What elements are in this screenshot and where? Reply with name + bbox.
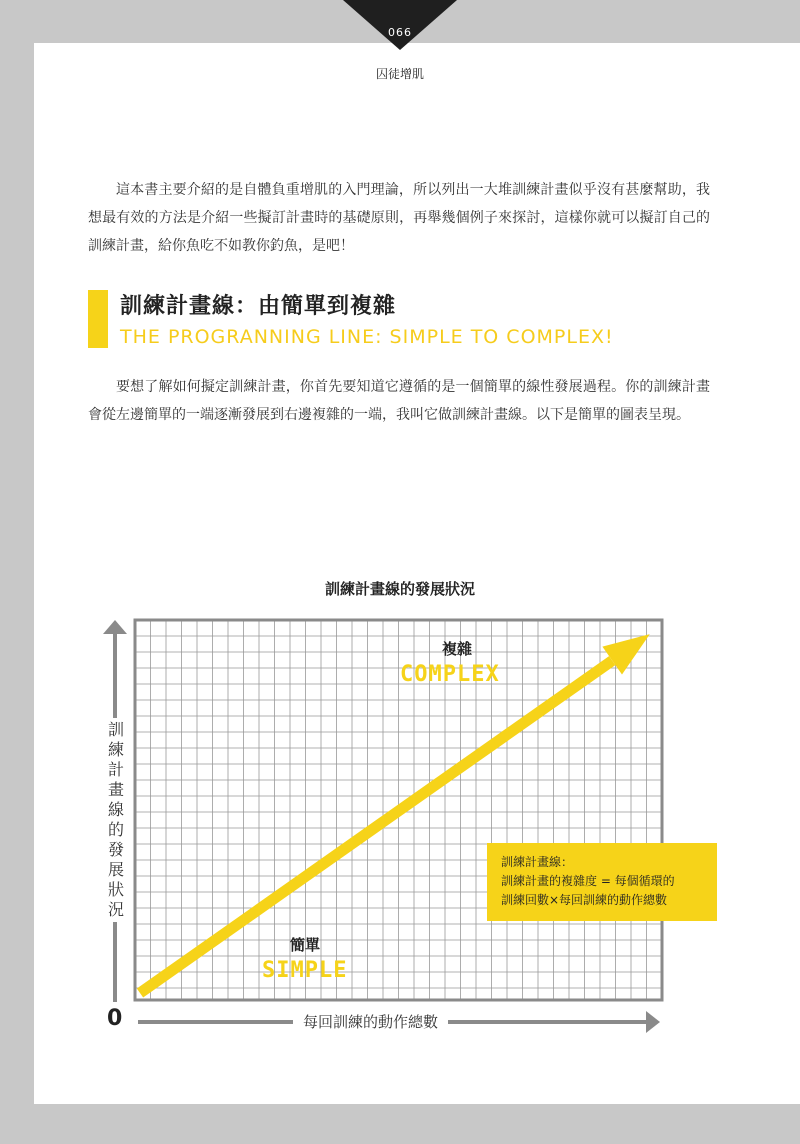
intro-paragraph: 這本書主要介紹的是自體負重增肌的入門理論，所以列出一大堆訓練計畫似乎沒有甚麼幫助，我想最有效的方法是介紹一些擬訂計畫時的基礎原則，再舉幾個例子來探討，這樣你就可以擬訂自己的訓練計畫，給你魚吃不如教你釣魚，是吧！ <box>88 182 710 254</box>
callout-line-1: 訓練計畫線： <box>501 855 574 869</box>
chart-series <box>140 634 650 993</box>
callout-line-3: 訓練回數×每回訓練的動作總數 <box>501 893 668 907</box>
annotation-simple-zh: 簡單 <box>290 936 321 954</box>
section-body-paragraph: 要想了解如何擬定訓練計畫，你首先要知道它遵循的是一個簡單的線性發展過程。你的訓練計畫會從左邊簡單的一端逐漸發展到右邊複雜的一端，我叫它做訓練計畫線。以下是簡單的圖表呈現。 <box>88 379 710 423</box>
page-number: 066 <box>388 26 412 39</box>
section-title-zh: 訓練計畫線：由簡單到複雜 <box>120 294 397 319</box>
annotation-complex-en: COMPLEX <box>400 662 500 687</box>
x-axis-label: 每回訓練的動作總數 <box>293 1011 448 1032</box>
section-title-en: THE PROGRANNING LINE: SIMPLE TO COMPLEX! <box>120 326 614 348</box>
chart-title: 訓練計畫線的發展狀況 <box>324 580 475 598</box>
y-axis-arrowhead <box>103 620 127 634</box>
annotation-complex-zh: 複雜 <box>442 640 473 658</box>
origin-label: 0 <box>107 1006 123 1031</box>
running-head: 囚徒增肌 <box>375 67 424 81</box>
y-axis-label: 訓練計畫線的發展狀況 <box>104 718 128 922</box>
formula-callout <box>487 843 717 921</box>
trend-line <box>140 661 612 993</box>
annotation-simple-en: SIMPLE <box>262 958 348 983</box>
callout-line-2: 訓練計畫的複雜度 = 每個循環的 <box>501 874 675 888</box>
x-axis-arrowhead <box>646 1011 660 1033</box>
